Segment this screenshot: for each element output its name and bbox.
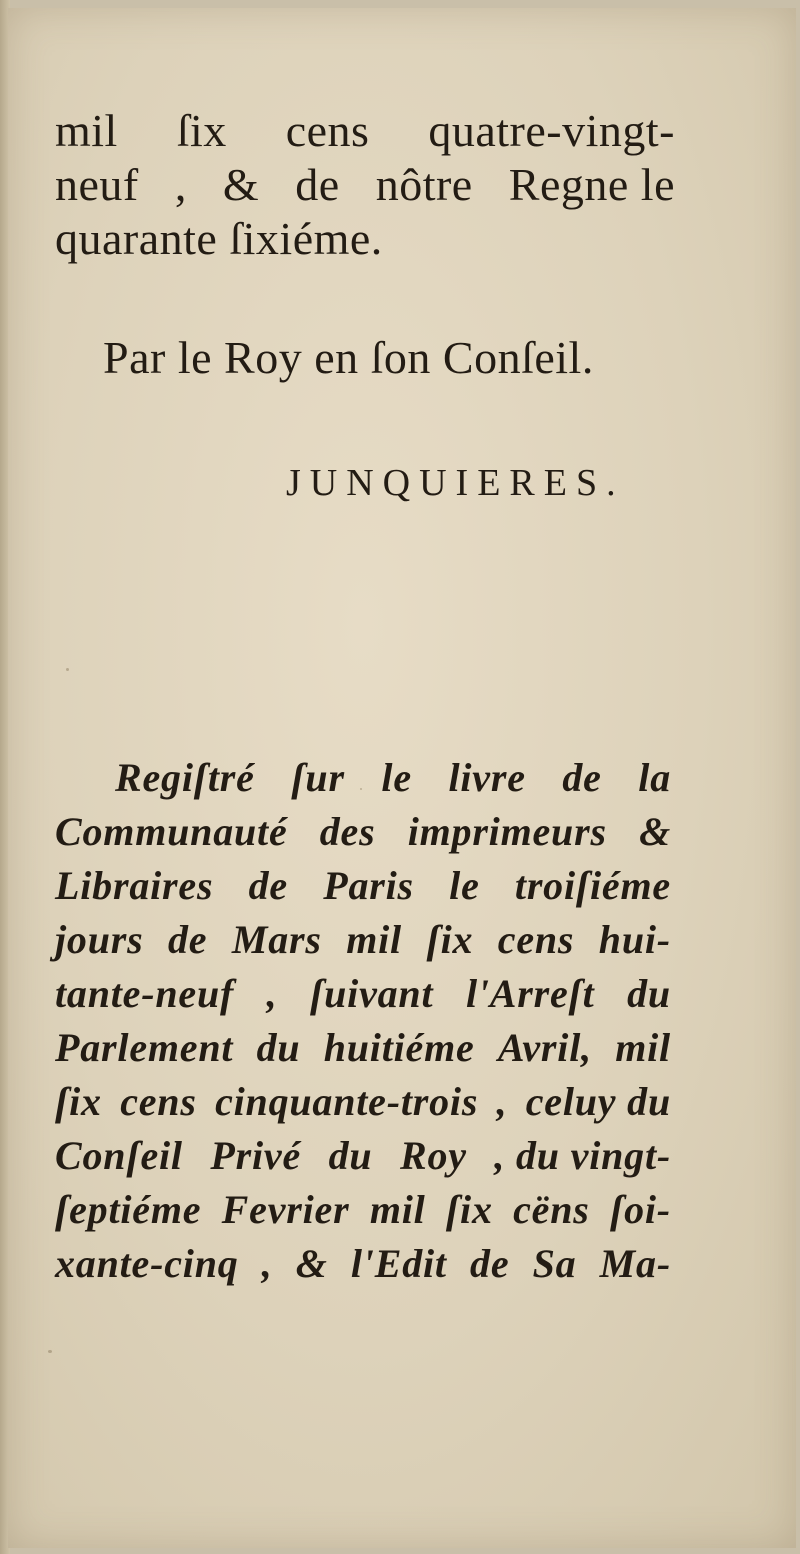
text-line: Libraires de Paris le troiſiéme <box>55 863 671 908</box>
attestation-line: Par le Roy en ſon Conſeil. <box>103 332 594 383</box>
paper-spot <box>48 1350 52 1353</box>
text-line: ſeptiéme Fevrier mil ſix cëns ſoi- <box>55 1187 671 1232</box>
text-line: Parlement du huitiéme Avril, mil <box>55 1025 671 1070</box>
text-line: mil ſix cens quatre-vingt- <box>55 105 675 156</box>
text-line: tante-neuf , ſuivant l'Arreſt du <box>55 971 671 1016</box>
text-line: xante-cinq , & l'Edit de Sa Ma- <box>55 1241 671 1286</box>
text-line: Regiſtré ſur le livre de la <box>115 755 671 800</box>
text-line: Conſeil Privé du Roy , du vingt- <box>55 1133 671 1178</box>
book-page <box>8 8 796 1548</box>
text-line: neuf , & de nôtre Regne le <box>55 159 675 210</box>
paper-spot <box>66 668 69 671</box>
text-line: Communauté des imprimeurs & <box>55 809 671 854</box>
signature-name: JUNQUIERES. <box>286 462 625 504</box>
text-line: quarante ſixiéme. <box>55 213 383 264</box>
text-line: ſix cens cinquante-trois , celuy du <box>55 1079 671 1124</box>
text-line: jours de Mars mil ſix cens hui- <box>55 917 671 962</box>
